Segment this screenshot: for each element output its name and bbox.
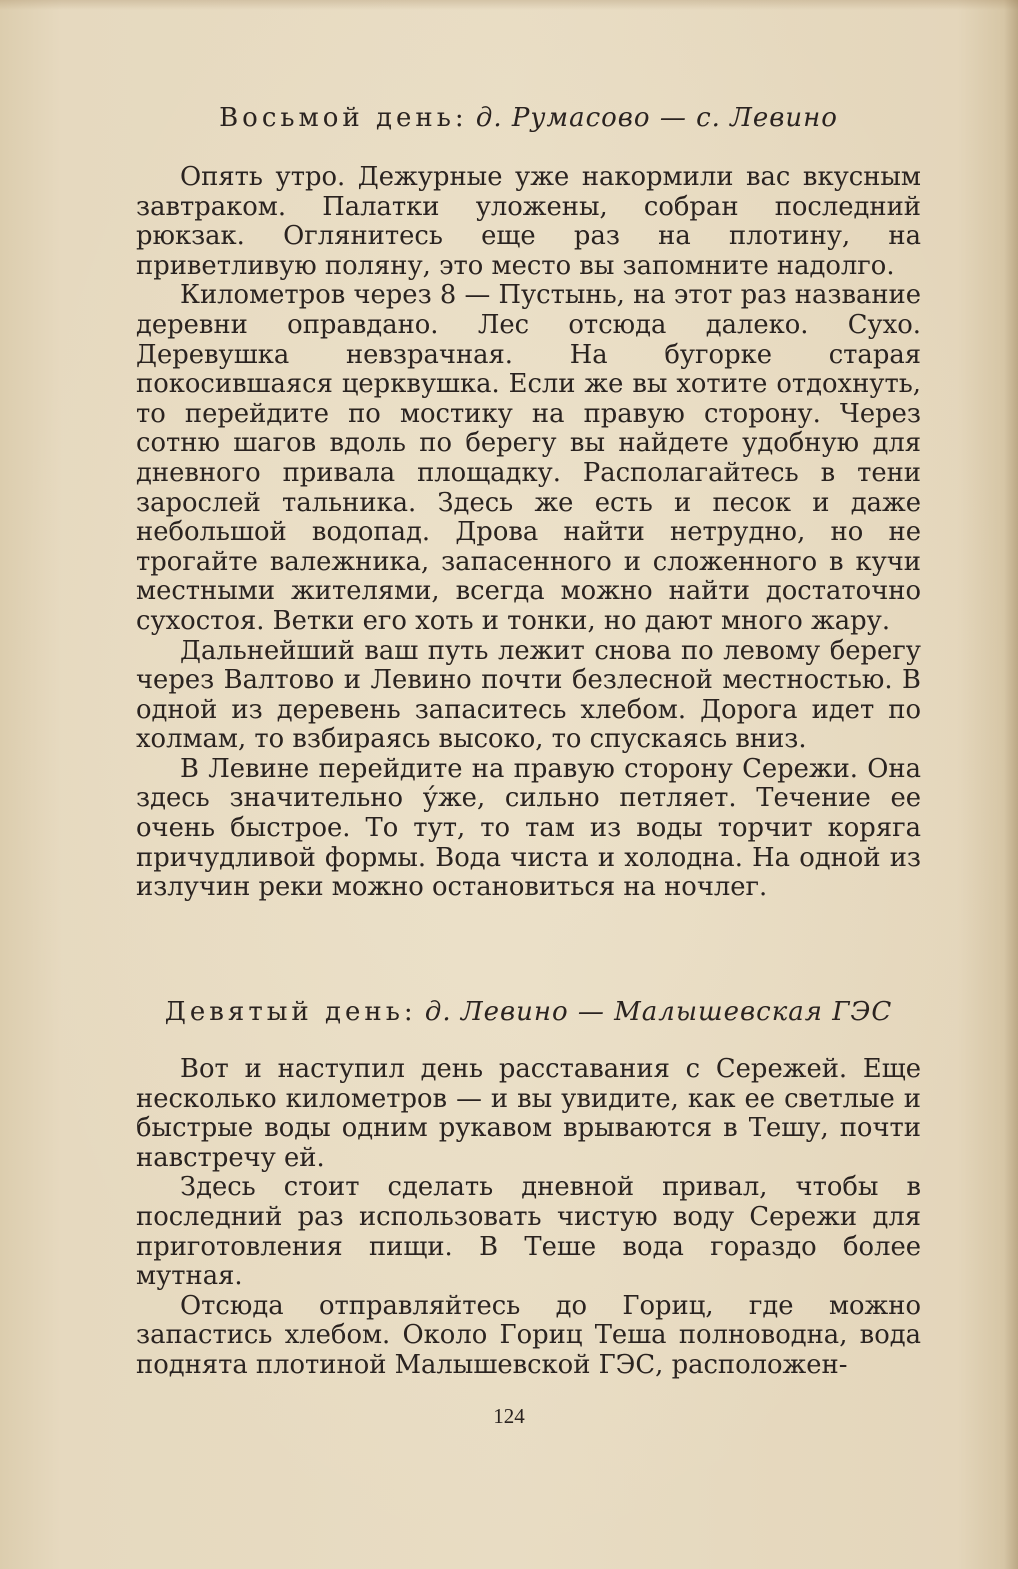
paragraph: Здесь стоит сделать дневной привал, чтобы в последний раз использовать чистую воду Сережи для приготовления пищи. В Теше вода гораздо более мутная.: [136, 1172, 921, 1292]
section-heading-day-eight: [136, 102, 921, 134]
paragraph: Километров через 8 — Пустынь, на этот раз название деревни оправдано. Лес отсюда далеко. Сухо. Деревушка невзрачная. На бугорке старая покосившаяся церквушка. Если же вы хотите отдохнуть, то перейдите по мостику на правую сторону. Через сотню шагов вдоль по берегу вы найдете удобную для дневного привала площадку. Располагайтесь в тени зарослей тальника. Здесь же есть и песок и даже небольшой водопад. Дрова найти нетрудно, но не трогайте валежника, запасенного и сложенного в кучи местными жителями, всегда можно найти достаточно сухостоя. Ветки его хоть и тонки, но дают много жару.: [136, 280, 921, 636]
section-heading-day-nine: [136, 996, 921, 1028]
paragraph: Дальнейший ваш путь лежит снова по левому берегу через Валтово и Левино почти безлесной местностью. В одной из деревень запаситесь хлебом. Дорога идет по холмам, то взбираясь высоко, то спускаясь вниз.: [136, 635, 921, 755]
paragraph: В Левине перейдите на правую сторону Сережи. Она здесь значительно у́же, сильно петляет. Течение ее очень быстрое. То тут, то там из воды торчит коряга причудливой формы. Вода чиста и холодна. На одной из излучин реки можно остановиться на ночлег.: [136, 753, 921, 903]
paragraph: Опять утро. Дежурные уже накормили вас вкусным завтраком. Палатки уложены, собран последний рюкзак. Оглянитесь еще раз на плотину, на приветливую поляну, это место вы запомните надолго.: [136, 162, 921, 281]
page-right-shadow: [1004, 0, 1018, 1569]
heading-route: д. Румасово — с. Левино: [475, 103, 838, 133]
section-body-day-nine: [136, 1055, 921, 1381]
paragraph: Отсюда отправляйтесь до Гориц, где можно запастись хлебом. Около Гориц Теша полноводна, вода поднята плотиной Малышевской ГЭС, расположен-: [136, 1290, 921, 1380]
heading-day-label: Восьмой день:: [219, 103, 468, 133]
paragraph: Вот и наступил день расставания с Сережей. Еще несколько километров — и вы увидите, как ее светлые и быстрые воды одним рукавом врываются в Тешу, почти навстречу ей.: [136, 1054, 921, 1173]
heading-day-label: Девятый день:: [164, 997, 417, 1027]
heading-route: д. Левино — Малышевская ГЭС: [424, 997, 893, 1027]
page-top-shadow: [0, 0, 1018, 10]
section-body-day-eight: [136, 163, 921, 903]
page-number: 124: [493, 1404, 525, 1428]
